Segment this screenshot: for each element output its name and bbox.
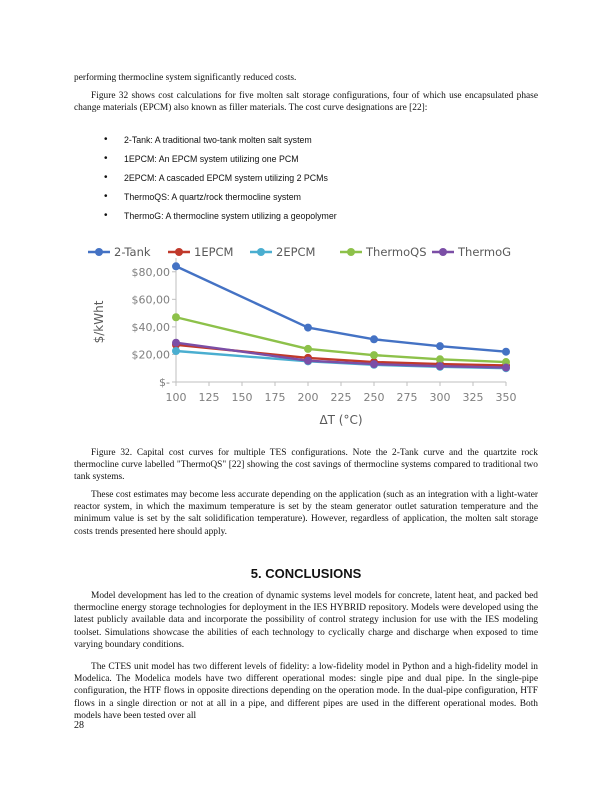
x-tick-label: 100 (165, 391, 187, 404)
data-point-thermog (502, 364, 510, 372)
legend-swatch-marker (439, 248, 447, 256)
section-heading-conclusions: 5. CONCLUSIONS (250, 566, 362, 581)
x-tick-label: 200 (297, 391, 319, 404)
list-item: • 2EPCM: A cascaded EPCM system utilizing 2 PCMs (104, 172, 337, 191)
list-item: • ThermoG: A thermocline system utilizing a geopolymer (104, 210, 337, 229)
paragraph-figure-intro: Figure 32 shows cost calculations for five molten salt storage configurations, four of which use encapsulated phase change materials (EPCM) also known as filler materials. The cost curve designations are [22]: (74, 91, 538, 114)
data-point-thermoqs (172, 313, 180, 321)
x-tick-label: 225 (330, 391, 352, 404)
series-line-2-tank (176, 266, 506, 351)
legend-swatch-marker (257, 248, 265, 256)
x-tick-label: 125 (198, 391, 220, 404)
x-tick-label: 300 (429, 391, 451, 404)
capital-cost-chart (82, 240, 522, 440)
legend-label: 2-Tank (114, 245, 151, 259)
x-tick-label: 150 (231, 391, 253, 404)
legend-swatch-marker (347, 248, 355, 256)
data-point-2-tank (436, 342, 444, 350)
x-tick-label: 350 (495, 391, 517, 404)
paragraph-ctes-model: The CTES unit model has two different levels of fidelity: a low-fidelity model in Python and a high-fidelity model in Modelica. The Modelica models have two different operational modes: single pipe and dual pipe. In the single-pipe configuration, the HTF flows in opposite directions depending on the operation mode. In the dual-pipe configuration, HTF flows in a single direction or not at all in a pipe, and different pipes are used in the different operational modes. Both models have been tested over all (74, 662, 538, 721)
data-point-thermog (304, 357, 312, 365)
data-point-thermoqs (304, 345, 312, 353)
figure-caption: Figure 32. Capital cost curves for multiple TES configurations. Note the 2-Tank curve and the quartzite rock thermocline curve labelled "ThermoQS" [22] showing the cost savings of thermocline systems compared to traditional two tank systems. (74, 448, 538, 483)
x-tick-label: 275 (396, 391, 418, 404)
x-tick-label: 325 (462, 391, 484, 404)
y-tick-label: $80,00 (131, 265, 170, 279)
y-tick-label: $60,00 (131, 293, 170, 307)
x-tick-label: 250 (363, 391, 385, 404)
legend-swatch-marker (95, 248, 103, 256)
list-item: • 2-Tank: A traditional two-tank molten salt system (104, 134, 337, 153)
y-axis-title: $/kWht (92, 300, 106, 344)
data-point-thermoqs (436, 355, 444, 363)
cost-designation-list (104, 134, 337, 229)
legend-label: 2EPCM (276, 245, 316, 259)
data-point-thermog (172, 339, 180, 347)
paragraph-cost-accuracy: These cost estimates may become less accurate depending on the application (such as an integration with a light-water reactor system, in which the maximum temperature is set by the steam generator outlet saturation temperature and the minimum value is set by the salt solidification temperature). However, regardless of application, the molten salt storage costs trends presented here should apply. (74, 490, 538, 537)
legend-label: ThermoG (458, 245, 512, 259)
list-item: • ThermoQS: A quartz/rock thermocline system (104, 191, 337, 210)
legend-swatch-marker (175, 248, 183, 256)
legend-label: ThermoQS (366, 245, 427, 259)
data-point-thermog (370, 360, 378, 368)
data-point-2-tank (304, 324, 312, 332)
page-number: 28 (74, 720, 84, 731)
list-item: • 1EPCM: An EPCM system utilizing one PCM (104, 153, 337, 172)
x-axis-title: ΔT (°C) (319, 413, 363, 427)
data-point-2-tank (502, 348, 510, 356)
paragraph-conclusions: Model development has led to the creation of dynamic systems level models for concrete, latent heat, and packed bed thermocline energy storage technologies for deployment in the IES HYBRID repository. Models were developed using the latest publicly available data and incorporate the possibility of control strategy inclusion for use with the IES modeling toolset. Simulations showcase the abilities of each technology to cyclically charge and discharge when exposed to time varying boundary conditions. (74, 591, 538, 650)
data-point-thermog (436, 362, 444, 370)
legend-label: 1EPCM (194, 245, 234, 259)
x-tick-label: 175 (264, 391, 286, 404)
y-tick-label: $40,00 (131, 320, 170, 334)
data-point-thermoqs (370, 351, 378, 359)
intro-line: performing thermocline system significantly reduced costs. (74, 73, 297, 83)
data-point-2-tank (370, 335, 378, 343)
y-tick-label: $- (159, 376, 170, 389)
data-point-2-tank (172, 262, 180, 270)
data-point-2epcm (172, 347, 180, 355)
y-tick-label: $20,00 (131, 348, 170, 362)
